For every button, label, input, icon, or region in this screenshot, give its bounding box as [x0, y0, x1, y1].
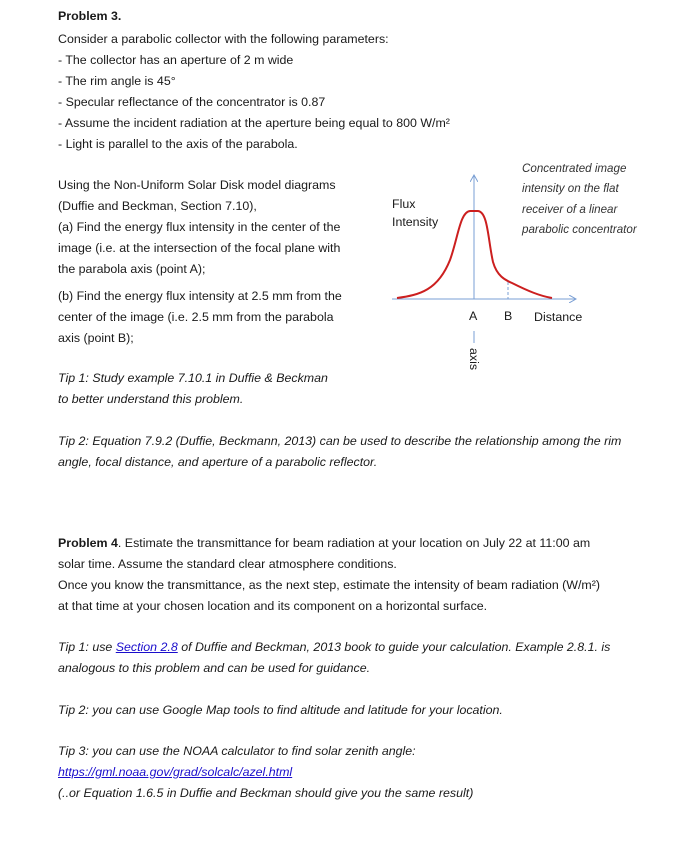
question-a-line: the parabola axis (point A);	[58, 262, 206, 276]
problem-4-tip-2: Tip 2: you can use Google Map tools to find altitude and latitude for your location.	[58, 703, 503, 717]
parameter-item: - The collector has an aperture of 2 m wide	[58, 53, 294, 67]
tip-text: Tip 1: use	[58, 640, 116, 654]
question-b-line: center of the image (i.e. 2.5 mm from the parabola	[58, 310, 334, 324]
problem-4-text: . Estimate the transmittance for beam radiation at your location on July 22 at 11:00 am	[117, 536, 591, 550]
problem-4-tip-1: analogous to this problem and can be used for guidance.	[58, 661, 371, 675]
point-a-label: A	[469, 309, 478, 323]
problem-4-line	[58, 535, 590, 551]
parameter-item: - Assume the incident radiation at the aperture being equal to 800 W/m²	[58, 116, 450, 130]
problem-4-title: Problem 4	[58, 536, 118, 550]
noaa-calculator-link[interactable]: https://gml.noaa.gov/grad/solcalc/azel.html	[58, 765, 293, 779]
problem-3-tip-1: Tip 1: Study example 7.10.1 in Duffie & Beckman	[58, 371, 328, 385]
section-2-8-link[interactable]: Section 2.8	[115, 640, 178, 654]
question-b-line: axis (point B);	[58, 331, 134, 345]
diagram-caption: parabolic concentrator	[522, 223, 637, 236]
problem-4-tip-3-link-line	[58, 764, 292, 780]
diagram-graphics	[0, 0, 689, 400]
problem-4-tip-1	[58, 639, 610, 655]
parameter-item: - Light is parallel to the axis of the parabola.	[58, 137, 298, 151]
problem-4-line: at that time at your chosen location and its component on a horizontal surface.	[58, 599, 488, 613]
question-b-line: (b) Find the energy flux intensity at 2.5 mm from the	[58, 289, 342, 303]
problem-4-tip-3: Tip 3: you can use the NOAA calculator to find solar zenith angle:	[58, 744, 416, 758]
question-a-line: Using the Non-Uniform Solar Disk model diagrams	[58, 178, 336, 192]
parameter-item: - Specular reflectance of the concentrator is 0.87	[58, 95, 326, 109]
intensity-label: Intensity	[392, 215, 439, 229]
diagram-caption: receiver of a linear	[522, 203, 618, 216]
question-a-line: (Duffie and Beckman, Section 7.10),	[58, 199, 257, 213]
problem-4-line: Once you know the transmittance, as the next step, estimate the intensity of beam radiation (W/m²)	[58, 578, 600, 592]
diagram-caption: Concentrated image	[522, 162, 627, 175]
tip-text: of Duffie and Beckman, 2013 book to guide your calculation. Example 2.8.1. is	[177, 640, 611, 654]
diagram-caption: intensity on the flat	[522, 182, 619, 195]
problem-3-tip-2: Tip 2: Equation 7.9.2 (Duffie, Beckmann, 2013) can be used to describe the relationship among the rim	[58, 434, 622, 448]
problem-3-tip-2: angle, focal distance, and aperture of a parabolic reflector.	[58, 455, 378, 469]
question-a-line: image (i.e. at the intersection of the focal plane with	[58, 241, 341, 255]
question-a-line: (a) Find the energy flux intensity in the center of the	[58, 220, 341, 234]
axis-label: axis	[467, 348, 481, 371]
parameter-item: - The rim angle is 45°	[58, 74, 176, 88]
problem-3-title: Problem 3.	[58, 9, 122, 23]
point-b-label: B	[504, 309, 513, 323]
flux-label: Flux	[392, 197, 416, 211]
problem-4-tip-3-note: (..or Equation 1.6.5 in Duffie and Beckman should give you the same result)	[58, 786, 474, 800]
distance-label: Distance	[534, 310, 583, 324]
problem-3-intro: Consider a parabolic collector with the following parameters:	[58, 32, 389, 46]
problem-4-line: solar time. Assume the standard clear atmosphere conditions.	[58, 557, 397, 571]
problem-3-tip-1: to better understand this problem.	[58, 392, 244, 406]
